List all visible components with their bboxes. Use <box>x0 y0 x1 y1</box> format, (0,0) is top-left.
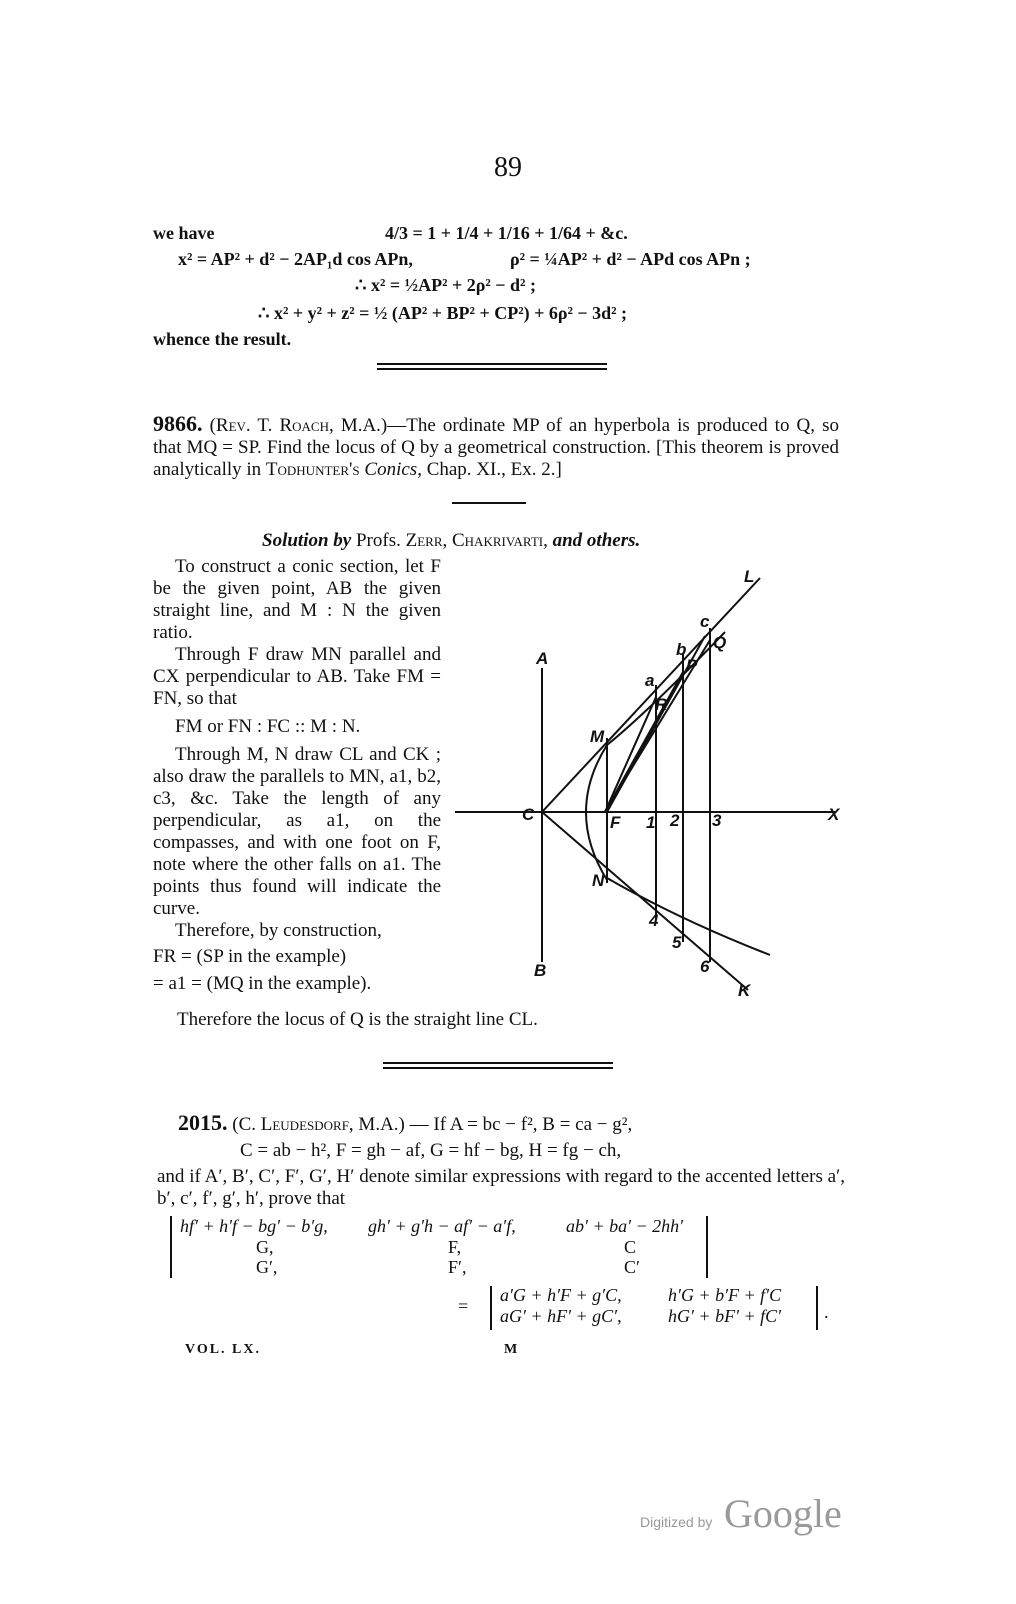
label-c: c <box>700 612 710 631</box>
label-M: M <box>590 727 605 746</box>
conics-ref: Conics <box>364 459 418 480</box>
label-P: P <box>686 656 698 675</box>
label-6: 6 <box>700 957 710 976</box>
problem-author-2015: (C. Leudesdorf, M.A.) <box>232 1114 405 1135</box>
hyperbola-construction-figure <box>450 560 850 1010</box>
equation-series: 4/3 = 1 + 1/4 + 1/16 + 1/64 + &c. <box>385 223 628 243</box>
problem-9866-statement <box>153 413 839 481</box>
problem-2015-defs: — If A = bc − f², B = ca − g², <box>409 1114 633 1135</box>
ratio-line: FM or FN : FC :: M : N. <box>175 716 361 737</box>
label-F: F <box>610 813 621 832</box>
label-N: N <box>592 871 605 890</box>
we-have-text: we have <box>153 223 215 243</box>
profs-label: Profs. <box>355 530 401 551</box>
equation-therefore-2: ∴ x² + y² + z² = ½ (AP² + BP² + CP²) + 6ρ² − 3d² ; <box>258 303 628 323</box>
det2-r1c1: a′G + h′F + g′C, <box>500 1285 622 1305</box>
problem-text: —The ordinate MP of an hyperbola is produced to Q, so that MQ = SP. Find the locus of Q by a geometrical construction. [This theorem is proved analytically in <box>153 415 839 480</box>
line-fr <box>605 697 656 812</box>
section-divider <box>377 363 607 370</box>
det1-r1c1: hf′ + h′f − bg′ − b′g, <box>180 1216 328 1236</box>
problem-number-2015: 2015. <box>178 1110 228 1135</box>
solvers: Zerr, Chakrivarti, <box>405 530 548 551</box>
det1-right-bar <box>706 1216 708 1278</box>
label-C: C <box>522 805 535 824</box>
label-L: L <box>744 567 755 586</box>
det1-left-bar <box>170 1216 172 1278</box>
problem-2015-line2: C = ab − h², F = gh − af, G = hf − bg, H = fg − ch, <box>240 1140 622 1161</box>
a1-line: = a1 = (MQ in the example). <box>153 973 372 994</box>
final-period: . <box>824 1302 829 1322</box>
page-number: 89 <box>494 152 522 183</box>
solution-credit <box>262 530 640 552</box>
det1-r2c1: G, <box>256 1237 274 1257</box>
solution-text <box>153 556 441 995</box>
volume-label: VOL. LX. <box>185 1342 262 1357</box>
solution-para-3: Through M, N draw CL and CK ; also draw the parallels to MN, a1, b2, c3, &c. Take the length of any perpendicular, as a1, on the compasses, and with one foot on F, note where the other falls on a1. The points thus found will indicate the curve. <box>153 744 441 919</box>
det2-right-bar <box>816 1286 818 1330</box>
hyperbola-upper-branch <box>607 632 725 745</box>
label-K: K <box>738 981 751 1000</box>
fr-line: FR = (SP in the example) <box>153 946 347 967</box>
signature-mark: M <box>504 1342 520 1357</box>
label-Q: Q <box>713 633 727 652</box>
det2-r2c2: hG′ + bF′ + fC′ <box>668 1306 782 1326</box>
label-A: A <box>536 649 549 668</box>
det1-r3c1: G′, <box>256 1257 278 1277</box>
label-5: 5 <box>672 933 682 952</box>
det1-r3c3: C′ <box>624 1257 640 1277</box>
det1-r1c2: gh′ + g′h − af′ − a′f, <box>368 1216 516 1236</box>
det2-r1c2: h′G + b′F + f′C <box>668 1285 782 1305</box>
short-rule <box>452 502 526 504</box>
det1-r2c3: C <box>624 1237 637 1257</box>
solution-by: Solution by <box>262 530 352 551</box>
label-b: b <box>676 640 687 659</box>
problem-2015-line3: and if A′, B′, C′, F′, G′, H′ denote similar expressions with regard to the accented letters a′, b′, c′, f′, g′, h′, prove that <box>157 1166 845 1209</box>
problem-author: (Rev. T. Roach, M.A.) <box>209 415 388 436</box>
label-1: 1 <box>646 813 656 832</box>
google-logo: Google <box>724 1491 842 1536</box>
solution-para-1: To construct a conic section, let F be the given point, AB the given straight line, and M : N the given ratio. <box>153 556 441 643</box>
label-4: 4 <box>649 911 659 930</box>
label-3: 3 <box>712 811 722 830</box>
problem-number: 9866. <box>153 411 203 436</box>
label-R: R <box>655 695 668 714</box>
solution-para-2: Through F draw MN parallel and CX perpendicular to AB. Take FM = FN, so that <box>153 644 441 709</box>
problem-2015-line1 <box>178 1112 632 1136</box>
todhunter-ref: Todhunter's <box>265 459 360 480</box>
label-X: X <box>828 805 840 824</box>
problem-text-end: , Chap. XI., Ex. 2.] <box>417 459 562 480</box>
and-others: and others. <box>552 530 641 551</box>
det1-r2c2: F, <box>448 1237 462 1257</box>
line-ck <box>542 812 748 990</box>
det1-r3c2: F′, <box>448 1257 467 1277</box>
line-cl <box>542 578 760 812</box>
equation-therefore-1: ∴ x² = ½AP² + 2ρ² − d² ; <box>355 275 536 295</box>
solution-para-4: Therefore, by construction, <box>175 920 382 941</box>
det2-r2c1: aG′ + hF′ + gC′, <box>500 1306 622 1326</box>
equation-x-squared: x² = AP² + d² − 2AP₁d cos APn, <box>178 249 413 269</box>
whence-text: whence the result. <box>153 329 292 349</box>
equation-rho-squared: ρ² = ¼AP² + d² − APd cos APn ; <box>510 249 751 269</box>
section-divider-2 <box>383 1062 613 1069</box>
digitized-by-text: Digitized by <box>640 1514 713 1530</box>
label-2: 2 <box>670 811 680 830</box>
conclusion-line: Therefore the locus of Q is the straight line CL. <box>177 1009 538 1030</box>
det2-left-bar <box>490 1286 492 1330</box>
label-a: a <box>645 671 655 690</box>
equals-sign: = <box>458 1296 469 1316</box>
label-B: B <box>534 961 547 980</box>
det1-r1c3: ab′ + ba′ − 2hh′ <box>566 1216 684 1236</box>
